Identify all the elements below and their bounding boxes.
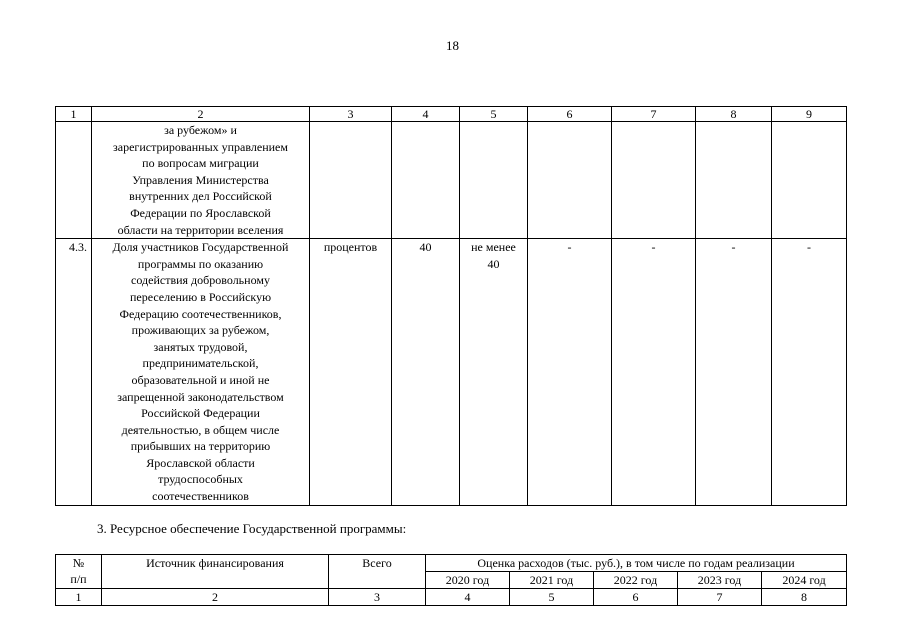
table-header-row [56,555,847,572]
value-cell [528,122,612,239]
value-cell [392,122,460,239]
total-header-cell: Всего [329,555,426,589]
value-cell: - [772,239,847,506]
value-cell [612,122,696,239]
numbering-cell: 5 [510,589,594,606]
target-value-cell [460,239,528,506]
description-line: переселению в Российскую [129,289,272,304]
table-row [56,589,847,606]
description-line: Доля участников Государственной [112,240,289,255]
header-cell: 2 [92,107,310,122]
description-line: содействия добровольному [131,273,270,288]
description-line: соотечественников [152,489,249,504]
description-cell [92,122,310,239]
description-line: зарегистрированных управлением [113,139,288,154]
description-line: Управления Министерства [132,172,269,187]
value-cell [772,122,847,239]
header-cell: 8 [696,107,772,122]
numbering-cell: 6 [594,589,678,606]
header-cell: 5 [460,107,528,122]
year-header-cell: 2024 год [762,572,847,589]
description-line: Федерации по Ярославской [130,205,271,220]
description-line: Российской Федерации [141,406,260,421]
numbering-cell: 4 [426,589,510,606]
description-line: проживающих за рубежом, [131,323,270,338]
description-line: внутренних дел Российской [129,189,272,204]
unit-cell [310,122,392,239]
description-line: Федерацию соотечественников, [119,306,282,321]
base-value-cell: 40 [392,239,460,506]
description-line: деятельностью, в общем числе [121,422,280,437]
value-cell: - [696,239,772,506]
value-cell [460,122,528,239]
unit-cell: процентов [310,239,392,506]
table-header-row [56,107,847,122]
description-line: за рубежом» и [164,123,237,137]
source-header-cell: Источник финансирования [102,555,329,589]
year-header-cell: 2020 год [426,572,510,589]
number-header-line: № [72,556,85,570]
description-line: программы по оказанию [137,256,264,271]
table-row [56,239,847,506]
number-header-cell [56,555,102,589]
year-header-cell: 2021 год [510,572,594,589]
year-header-cell: 2023 год [678,572,762,589]
number-header-line: п/п [70,572,87,586]
table-row [56,122,847,239]
value-cell [696,122,772,239]
estimate-header-cell: Оценка расходов (тыс. руб.), в том числе по годам реализации [426,555,847,572]
header-cell: 3 [310,107,392,122]
description-line: по вопросам миграции [142,156,259,171]
page-number: 18 [446,38,459,53]
description-cell [92,239,310,506]
description-line: запрещенной законодательством [117,389,284,404]
numbering-cell: 1 [56,589,102,606]
description-line: образовательной и иной не [131,372,270,387]
header-cell: 1 [56,107,92,122]
description-line: предпринимательской, [142,356,259,371]
description-line: прибывших на территорию [130,439,271,454]
target-line: 40 [487,256,500,271]
numbering-cell: 2 [102,589,329,606]
section-title: 3. Ресурсное обеспечение Государственной программы: [97,521,407,536]
resource-table [55,554,847,606]
description-line: Ярославской области [146,455,255,470]
description-line: трудоспособных [158,472,243,487]
row-number-cell [56,122,92,239]
description-line: области на территории вселения [117,222,284,237]
numbering-cell: 8 [762,589,847,606]
header-cell: 9 [772,107,847,122]
numbering-cell: 3 [329,589,426,606]
target-line: не менее [471,240,516,255]
indicators-table [55,106,847,506]
value-cell: - [528,239,612,506]
value-cell: - [612,239,696,506]
year-header-cell: 2022 год [594,572,678,589]
header-cell: 7 [612,107,696,122]
numbering-cell: 7 [678,589,762,606]
description-line: занятых трудовой, [153,339,248,354]
header-cell: 4 [392,107,460,122]
header-cell: 6 [528,107,612,122]
row-number-cell: 4.3. [56,239,92,506]
